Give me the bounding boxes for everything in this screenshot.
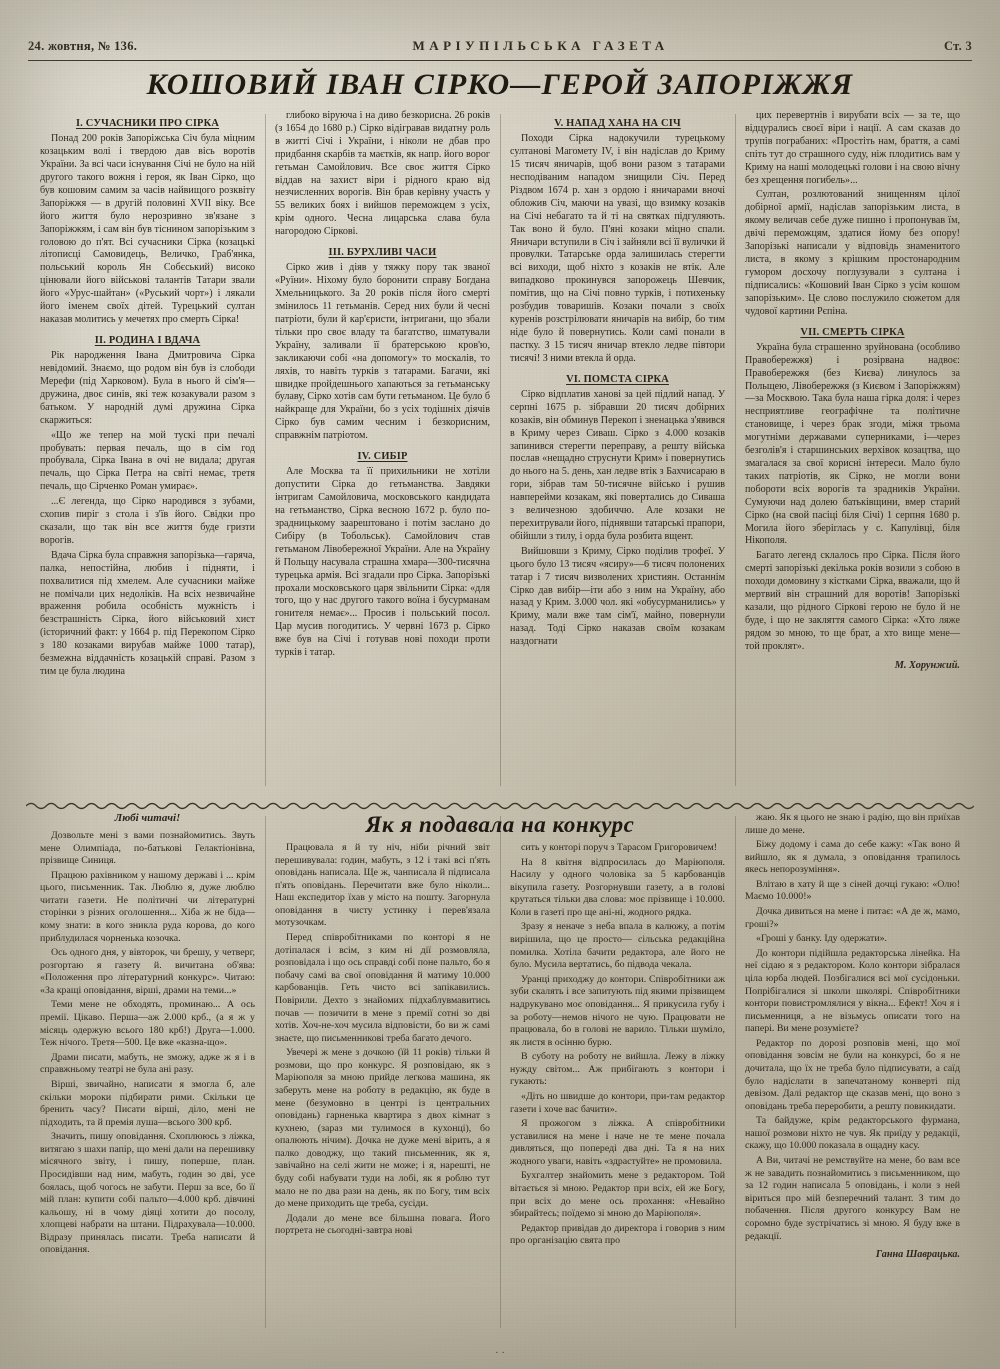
- paragraph: жаю. Як я цього не знаю і радію, що він приїхав лише до мене.: [745, 812, 960, 836]
- paragraph: Редактор привідав до директора і говорив з ним про організацію свята про: [510, 1222, 725, 1247]
- paragraph: Сірко жив і діяв у тяжку пору так званої «Руїни». Ніхому було боронити справу Богдана Хмельницького. За 20 років після його смерті змінилось 11 гетьманів. Серед них були й чесні патріоти, були й кар'єристи, інтригани, що збали тільки про своє владу та багатство, шматували Україну, заливали її братерською кров'ю, закликаючи собі «на допомогу» то москалів, то ляхів, то навіть турків з татарами. Багачи, які швидке пройдешнього хапаються за гетьманську булаву, Сірко хотів сам бути гетьманом. Це було б найкраще для України, бо з усіх тодішніх діячів Сірко був самим чесним і безкорисним, справжнім патріотом.: [275, 262, 490, 442]
- main-article: [30, 110, 970, 790]
- paragraph: Дочка дивиться на мене і питає: «А де ж, мамо, гроші?»: [745, 906, 960, 930]
- article-signature: М. Хорунжий.: [894, 659, 960, 671]
- paragraph: Увечері ж мене з дочкою (їй 11 років) тільки й розмови, що про конкурс. Я розповідаю, як з Маріюполя за мною прийде легкова машина, як заберуть мене на роботу в редакцію, як буде в мене (безумовно в центрі із центральних оповідань) гарненька квартира з двох кімнат з кухнею, (зараз ми тулимося в кухонці), бо опалюють нічим). Дочка не дуже мені вірить, а я палко доводжу, що такий письменник, як я, завічайно на селі жити не може; і я, нарешті, не буду собі набувати туди на лобі, як я роблю тут мало не по два рази на день, як по Богу, тим всіх до мене приходить ще треба, сусіди.: [275, 1047, 490, 1210]
- article2-signature: Ганна Шаврацька.: [875, 1249, 960, 1261]
- title-spacer: [510, 812, 725, 842]
- paragraph: «Діть но швидше до контори, при-там редактор газети і хоче вас бачити».: [510, 1090, 725, 1115]
- paragraph: «Що же тепер на мой тускі при печалі пробувать: первая печаль, що в сім год пробувала, Сірка Івана в очі не видала; другая печаль, що Сірка Петра на світі немає, третя печаль, що Сірченко Роман умирає».: [40, 429, 255, 493]
- title-spacer: [275, 812, 490, 842]
- section-heading-4: IV. СИБІР: [357, 451, 408, 463]
- paragraph: А Ви, читачі не ремствуйте на мене, бо вам все ж не завадить познайомитись з письменником, що за 12 годин написала 5 оповідань, і коли з ней віриться про мій безперечний талант. З тим до побачення. Після другого конкурсу Вам не соромно буде зустрічатись зі мною. Я буду вже в редакції.: [745, 1155, 960, 1242]
- paragraph: Але Москва та її прихильники не хотіли допустити Сірка до гетьманства. Завдяки інтригам Самойловича, московського кандидата на гетьманство, Сірка весною 1672 р. було по-зрадницькому заарештовано і потім заслано до Сибіру (в Тобольськ). Самойлович став гетьманом Лівобережної України. Але на Україну й Польщу насувала страшна хмара—300-тисячна турецька армія. Всі згадали про Сірка. Запорізькі прохали московського царя звільнити Сірка: «для того, що у нас другого такого воїна і бусурманам гонителя немає»... Просив і польський посол. Цар мусив погодитись. У червні 1673 р. Сірко вже був на Січі і готував нові походи проти турків і татар.: [275, 466, 490, 659]
- paragraph: Вийшовши з Криму, Сірко поділив трофеї. У цього було 13 тисяч «ясиру»—6 тисяч полонених татар і 7 тисяч визволених християн. Останнім Сірко дав вибір—іти або з ним на Україну, або назад у Крим. З.000 чол. які «обусурманились» у Криму, мали вже там сім'ї, майно, повернули назад. Тоді Сірко наказав своїм козакам наздогнати: [510, 545, 725, 648]
- paragraph: Вірші, звичайно, написати я змогла б, але скільки мороки підбирати рими. Скільки це бренить часу? Писати вірші, діло, мені не підходить, та й премія луша—всього 300 крб.: [40, 1078, 255, 1128]
- paragraph: В суботу на роботу не вийшла. Лежу в ліжку нужду світом... Аж прибігають з контори і гукають:: [510, 1051, 725, 1088]
- second-article: [30, 812, 970, 1332]
- paragraph: Уранці приходжу до контори. Співробітники аж зуби скалять і все запитують під якими прізвищем надрукувано моє оповідання... Я прикусила губу і за роботу—немов нічого не чую. Працювати не працювала, бо в голові не варило. Тільки шуміло, як листя в осінню бурю.: [510, 973, 725, 1048]
- paragraph: Султан, розлютований знищенням цілої добірної армії, надіслав запорізьким листа, в якому величав себе дуже пишно і пропонував їм, двічі переможцям, здатися йому без опору! Запорізькі написали у відповідь знаменитого листа, в якому з крішким простонародним гумором досхочу поглузували з султана і підписались: «Кошовий Іван Сірко з усім кошом запорізьким». Це слово послужило сюжетом для чудової картини Рєпіна.: [745, 189, 960, 317]
- section-heading-1: I. СУЧАСНИКИ ПРО СІРКА: [75, 118, 220, 129]
- article-column-3: [500, 110, 735, 790]
- masthead: [28, 38, 972, 54]
- paragraph: Дозвольте мені з вами познайомитись. Звуть мене Олимпіада, по-батькові Гелактіонівна, прізвище Синиця.: [40, 829, 255, 867]
- paragraph: ...Є легенда, що Сірко народився з зубами, схопив пиріг з стола і з'їв його. Свідки про сказали, що так він все життя буде гризти ворогів.: [40, 496, 255, 546]
- article-column-4: [735, 110, 970, 790]
- masthead-title: МАРІУПІЛЬСЬКА ГАЗЕТА: [412, 38, 669, 53]
- section-heading-2: II. РОДИНА І ВДАЧА: [94, 334, 201, 346]
- article-column-1: [30, 110, 265, 790]
- paragraph: Значить, пишу оповідання. Схоплююсь з ліжка, витягаю з шахи папір, що мені дали на перешивку місячного звіту, і пишу, поперше, план. Просидівши над ним, мабуть, годин зо дві, усе боялась, щоб чогось не забути. Перш за все, бо її мій план: купити собі пальто—4.000 крб. дівчині кальошу, ні в чому діяці хотити до посолу, хлопцеві набрати на штани. Підрахувала—10.000. Відразу принялась писати. Треба написати й оповідання.: [40, 1131, 255, 1256]
- paragraph: Біжу додому і сама до себе кажу: «Так воно й вийшло, як я думала, з оповідання трапилось якесь непорозуміння».: [745, 839, 960, 876]
- paragraph: Багато легенд склалось про Сірка. Після його смерті запорізькі декілька років возили з собою в походи домовину з кістками Сірка, вважали, що й мертвий він страшний для воротів! Запорізькі казали, що рідного Сіркові герою не було й не буде, і що не закляття самого Сірка: «Хто ляже рядом зо мною, то ще брат, а хто вище мене— той проклят».: [745, 550, 960, 652]
- article-column-2: [265, 110, 500, 790]
- second-article-title: Як я подавала на конкурс: [365, 812, 635, 837]
- paragraph: Україна була страшенно зруйнована (особливо Правобережжя) і розірвана надвоє: Правобережжя (без Києва) линулось за Польщею, Лівобережжя (з Києвом і Запоріжжям)—за Москвою. Така була наша гірка доля: і через несприятливе географічне та політичне становище, і через брак згоди, міжя трьома могутніми державами суперниками, і—через безголів'я і старшинських верхівок козацтва, що змагалася за свої корисні інтереси. Мало було таких патріотів, як Сірко, не могли вони побороти всіх ворогів та зрадників України. Сумуючи над долею батьківщини, вмер старий Сірко (на свой пасіці біля Січі) 1 серпня 1680 р. Могила його зберіглась у с. Капулівці, біля Нікополя.: [745, 341, 960, 547]
- wave-divider: [26, 800, 974, 812]
- section-heading-6: VI. ПОМСТА СІРКА: [566, 373, 669, 385]
- paragraph: Сірко відплатив ханові за цей підлий напад. У серпні 1675 р. зібравши 20 тисяч добірних козаків, він обминув Перекоп і зненацька з'явився в Криму через Сиваш. Сірко з 4.000 козаків запинився стерегти переправу, а решту війська послав «нещадно струснути Крим» і повернутись до нього на 5. день, хан ледве втік з Бахчисараю в гори, зібрав там 50-тисячне військо і рушив навперейми козакам, які повертались до Сиваша з величезною здобиччю. Але козаки не перехитрували його, піднявши татарські прапори, обійшли з тилу, і орда була розбита вщент.: [510, 388, 726, 542]
- reader-greeting: Любі читачі!: [114, 812, 181, 824]
- paragraph: Рік народження Івана Дмитровича Сірка невідомий. Знаємо, що родом він був із слободи Мерефи (під Харковом). Була в нього й сім'я—дружина, двоє синів, які теж козакували разом з батьком. У народній думі дружина Сірка скаржиться:: [40, 350, 255, 426]
- paragraph: глибоко віруюча і на диво безкорисна. 26 років (з 1654 до 1680 р.) Сірко відігравав видатну роль в житті Січі і України, і ніколи не дбав про придбання скарбів та маєтків, як напр. його ворог гетьман Самойлович. Все своє життя Сірко віддав на захист віри і рідного краю від незчисленних ворогів. Він брав керівну участь у 55 великих боях і вийшов переможцем з усіх, крім одного. Чесна лицарська слава була нагородою Сіркові.: [275, 110, 490, 238]
- paragraph: Теми мене не обходять, проминаю... А ось премії. Цікаво. Перша—аж 2.000 крб., (а я ж у місяць одержую всього 180 крб!) Друга—1.000. Теж нічого. Третя—500. Це вже «казна-що».: [40, 999, 255, 1049]
- masthead-date: 24. жовтня, № 136.: [28, 39, 138, 53]
- paragraph: Вдача Сірка була справжня запорізька—гаряча, палка, непостійна, любив і підняти, і похвалитися під хмелем. Але сучасники майже не помічали цих недоліків. На всіх незвичайне враження робила особність мужність і безстрашність Сірка, його військовий хист (історичний факт: у 1664 р. під Перекопом Сірко з 180 козаками вирубав майже 1000 татар), безмежна віддачність козацькій справі. Разом з тим це була людина: [40, 549, 255, 677]
- paragraph: Працюю рахівником у нашому державі і ... крім цього, письменник. Так. Люблю я, дуже люблю читати газети. Не політичні чи літературні сторінки з різних оголошення... Хіба ж не біда— кому знати: в кого зникла руда корова, до кого приблудилася чорненька козочка.: [40, 869, 255, 944]
- paragraph: сить у конторі поруч з Тарасом Григоровичем!: [521, 842, 718, 853]
- article2-column-1: [30, 812, 265, 1332]
- paragraph: Походи Сірка надокучили турецькому султанові Магомету IV, і він надіслав до Криму 15 тисяч яничарів, щоб вони разом з татарами несподіваним нападом знищили Січ. Перед Різдвом 1674 р. хан з ордою і яничарами вночі обложив Січ, маючи на увазі, що взимку козаків на Січі небагато та й ті на святках підгуляють. Так воно й було. П'яні козаки міцно спали. Яничари вступили в Січ і зайняли всі її вулички й провулки. Татарське орда залишилась стерегти всі виходи, щоб ніхто з козаків не втік. Але випадково прокинувся запорожець Шевчик, помітив, що на Січі повно турків, і потихеньку розбудив товаришів. Козаки почали з своїх куренів розстрілювати яничарів на вибір, бо тим ніде було й повернутись. Коли самі понали в пастку. З 15 тисяч яничар втекло ледве півтори тисячі! З ними втекла й орда.: [510, 133, 725, 364]
- paragraph: Я прожогом з ліжка. А співробітники уставилися на мене і наче не те мене почала дивляться, що попереді два дні. Та я на них жодного уваги, навіть «здрастуйте» не промовила.: [510, 1118, 725, 1167]
- section-heading-7: VII. СМЕРТЬ СІРКА: [800, 326, 905, 338]
- page-footer-mark: · ·: [494, 1347, 506, 1359]
- masthead-divider: [28, 60, 972, 61]
- paragraph: Ось одного дня, у вівторок, чи брешу, у четверг, розгортаю я газету й. вичитана об'ява: «Положення про літературний конкурс». Читаю: «За кращі оповідання, вірші, драми на теми...»: [40, 947, 255, 996]
- section-heading-5: V. НАПАД ХАНА НА СІЧ: [554, 118, 681, 129]
- paragraph: Понад 200 років Запоріжська Січ була міцним козацьким волі і твердою дав вісь воротів України. За всі часи існування Січі не було на ній другого такого вожня і героя, як Іван Сірко, що був кошовим самим за часів найвищого розквіту Запоріжжя — в другій половині XVII віку. Все його життя було нерозривно зв'язане з Запоріжжям, і сам він був тіснином запорізьким з головою до п'ят. Всі сучасники Сірка (козацькі літописці Самовидець, Величко, Граб'янка, польський король Ян Собєський) високо цінювали його військові талантів Татари звали його «Урус-шайтан» («Руський чорт») і лякали його іменем своїх дітей. Турецький султан наказав молитись у мечетях про смерть Сірка!: [40, 133, 255, 325]
- article2-column-4: [735, 812, 970, 1332]
- paragraph: Влітаю в хату й ще з сіней дочці гукаю: «Олю! Маємо 10.000!»: [745, 878, 960, 903]
- page-title: КОШОВИЙ ІВАН СІРКО—ГЕРОЙ ЗАПОРІЖЖЯ: [146, 68, 854, 101]
- paragraph: Перед співробітниками по конторі я не дотіпалася і всім, з ким ні дії розмовляла, розповідала і що ось справді собі поне пальто, бо я побачу самі ва свої оповідання й матиму 10.000 карбованців. Геть чисто всі запікавились. Повірили. Дехто з знайомих підхаблувмавитись почав — позичити в мене з премії сотні зо дві хотів. Хоч-не-хоч мусила відповісти, бо ви ж самі знаєте, що письменникові треба багато дечого.: [275, 932, 490, 1044]
- paragraph: Додали до мене все більшна повага. Його портрета не сьогодні-завтра нові: [275, 1212, 490, 1237]
- section-heading-3: III. БУРХЛИВІ ЧАСИ: [328, 247, 437, 259]
- article2-column-3: [500, 812, 735, 1332]
- paragraph: «Гроші у банку. Іду одержати».: [756, 933, 888, 945]
- paragraph: Редактор по дорозі розповів мені, що мої оповідання зовсім не були на конкурсі, бо я не дочитала, що їх не треба було підписувати, а саїд було надіслати в запечатаному конверті під девізом. Далі редактор ще сказав мені, що воно з оповідань треба переробити, а решту повикидати.: [745, 1037, 960, 1112]
- paragraph: На 8 квітня відпросилась до Маріюполя. Насилу у одного чоловіка за 5 карбованців вікупила газету. Розгорнувши газету, а в голові крутаться тільки два слова: моє прізвище і 10.000. Коли в газеті про ще ані-ні, жодного рядка.: [510, 856, 725, 918]
- paragraph: Працювала я й ту ніч, ніби річний звіт перешивувала: годин, мабуть, з 12 і такі всі п'ять оповідань написала. Ще ж, чанписала й підписала п'ять оповідань. Перечитати вже було ніколи... Наш експедитор їхав у місто на пошту. Загорнула оповідання в чисту устинку і перев'язала мотузочкам.: [275, 842, 490, 929]
- paragraph: Та байдуже, крім редакторського фурмана, нашої розмови ніхто не чув. Як приїду у редакції, скажу, що 10.000 показала в ощадну касу.: [745, 1115, 960, 1152]
- paragraph: Зразу я неначе з неба впала в калюжу, а потім вирішила, що це просто— сільська редакційна помилка. Хотіла бачити редактора, але його не було. Мусила вертатись, бо підвода чекала.: [510, 921, 725, 971]
- paragraph: цих перевертнів і вирубати всіх — за те, що відцурались своєї віри і нації. А сам сказав до трупів пограбаних: «Простіть нам, браття, а самі спіть тут до страшного суду, ніж плодитись вам у Криму на наші молодецькі голови і на свою вічну без хрещення погибель»...: [745, 110, 960, 186]
- article2-column-2: [265, 812, 500, 1332]
- paragraph: Бухгалтер знайомить мене з редактором. Той вітається зі мною. Редактор при всіх, ей же Богу, при всіх до мене ось прохання: «Невайно збирайтесь; поїдемо зі мною до Маріюполя».: [510, 1170, 725, 1220]
- paragraph: Драми писати, мабуть, не зможу, адже ж я і в справжньому театрі не була ані разу.: [40, 1051, 255, 1076]
- masthead-page-number: Ст. 3: [943, 39, 972, 53]
- paragraph: До контори підійшла редакторська лінейка. На неї сідаю я з редактором. Коло контори зібралася ціла юрба людей. Позбігалися всі мої сусідоньки. Попрібігалися зі школи школярі. Співробітники контори повистромлялися у вікна... Ефект! Хоч я і письменниця, а не візьмусь описати того на папері. Ви мене розумієте?: [745, 947, 960, 1035]
